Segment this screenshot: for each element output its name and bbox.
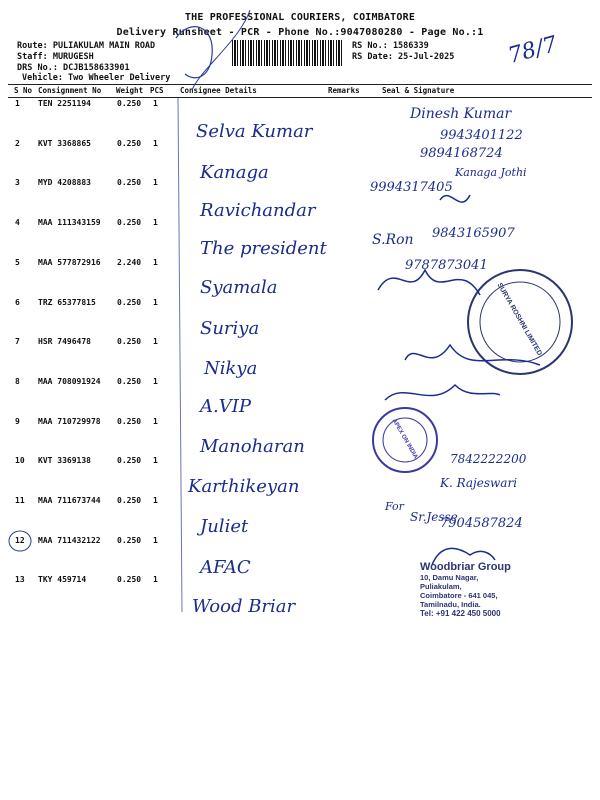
row-sno: 4 xyxy=(15,218,20,227)
row-pcs: 1 xyxy=(153,536,158,545)
row-sno: 9 xyxy=(15,417,20,426)
hw-sig-sron: S.Ron xyxy=(372,232,414,248)
row12-circle-mark xyxy=(9,531,31,551)
row-weight: 2.240 xyxy=(117,258,142,267)
hw-name-10: Karthikeyan xyxy=(188,476,300,497)
hw-name-8: A.VIP xyxy=(200,396,251,417)
row-consignment: KVT 3369138 xyxy=(38,456,91,465)
header-scribble-2 xyxy=(192,10,250,90)
col-weight: Weight xyxy=(116,86,144,95)
woodbriar-line-5: Tamilnadu, India. xyxy=(420,600,481,609)
hw-phone-2: 9894168724 xyxy=(420,146,503,161)
company-title: THE PROFESSIONAL COURIERS, COIMBATORE xyxy=(184,12,416,23)
row-consignment: MAA 711673744 xyxy=(38,496,101,505)
hw-sig-rajeswari: K. Rajeswari xyxy=(440,476,518,490)
row-consignment: HSR 7496478 xyxy=(38,337,91,346)
row-consignment: MAA 711432122 xyxy=(38,536,101,545)
hw-name-5: Syamala xyxy=(200,277,278,298)
row-sno: 11 xyxy=(15,496,25,505)
round-stamp-text: SURYA ROSHNI LIMITED xyxy=(495,282,543,357)
row-sno: 6 xyxy=(15,298,20,307)
row-weight: 0.250 xyxy=(117,417,142,426)
row-consignment: MAA 710729978 xyxy=(38,417,101,426)
hw-name-7: Nikya xyxy=(204,358,258,379)
rs-number: RS No.: 1586339 xyxy=(352,41,429,51)
hw-sig-dinesh: Dinesh Kumar xyxy=(410,106,512,122)
col-consignment: Consignment No xyxy=(38,86,102,95)
hw-phone-4: 9843165907 xyxy=(432,226,515,241)
row-pcs: 1 xyxy=(153,337,158,346)
staff-info: Staff: MURUGESH xyxy=(17,52,94,62)
woodbriar-stamp xyxy=(420,561,511,618)
row-weight: 0.250 xyxy=(117,139,142,148)
vehicle-info: Vehicle: Two Wheeler Delivery xyxy=(22,73,171,83)
hw-name-12: AFAC xyxy=(200,557,251,578)
route-info: Route: PULIAKULAM MAIN ROAD xyxy=(17,41,156,51)
hw-name-6: Suriya xyxy=(200,318,260,339)
row-sno: 10 xyxy=(15,456,25,465)
row-consignment: MAA 577872916 xyxy=(38,258,101,267)
row-weight: 0.250 xyxy=(117,298,142,307)
hw-phone-7: 7904587824 xyxy=(440,516,523,531)
row-sno: 1 xyxy=(15,99,20,108)
row-pcs: 1 xyxy=(153,258,158,267)
hw-phone-5: 9787873041 xyxy=(405,258,488,273)
hw-name-13: Wood Briar xyxy=(192,596,296,617)
row-pcs: 1 xyxy=(153,575,158,584)
hw-sig-jesse: Sr.Jesse xyxy=(410,510,458,524)
row-weight: 0.250 xyxy=(117,99,142,108)
woodbriar-line-1: Woodbriar Group xyxy=(420,561,511,573)
woodbriar-line-3: Puliakulam, xyxy=(420,582,462,591)
woodbriar-line-6: Tel: +91 422 450 5000 xyxy=(420,609,501,618)
rs-date: RS Date: 25-Jul-2025 xyxy=(352,52,455,62)
row-consignment: TEN 2251194 xyxy=(38,99,91,108)
row-pcs: 1 xyxy=(153,377,158,386)
hw-name-2: Kanaga xyxy=(200,162,269,183)
row-sno: 12 xyxy=(15,536,25,545)
row-weight: 0.250 xyxy=(117,218,142,227)
scribble-signature-5 xyxy=(440,195,470,202)
row-pcs: 1 xyxy=(153,99,158,108)
row-pcs: 1 xyxy=(153,417,158,426)
row-weight: 0.250 xyxy=(117,377,142,386)
row-sno: 3 xyxy=(15,178,20,187)
row-pcs: 1 xyxy=(153,139,158,148)
col-seal: Seal & Signature xyxy=(382,86,455,95)
row-weight: 0.250 xyxy=(117,456,142,465)
hw-phone-3: 9994317405 xyxy=(370,180,453,195)
hw-name-11: Juliet xyxy=(200,516,249,537)
row-consignment: MAA 111343159 xyxy=(38,218,101,227)
row-pcs: 1 xyxy=(153,298,158,307)
runsheet-subtitle: Delivery Runsheet - PCR - Phone No.:9047080280 - Page No.:1 xyxy=(116,27,484,38)
hw-name-3: Ravichandar xyxy=(200,200,316,221)
row-weight: 0.250 xyxy=(117,575,142,584)
hw-name-1: Selva Kumar xyxy=(196,121,313,142)
round-stamp-2-text: APEX ON INDIA xyxy=(390,418,419,460)
row-consignment: KVT 3368865 xyxy=(38,139,91,148)
row-pcs: 1 xyxy=(153,456,158,465)
woodbriar-line-4: Coimbatore - 641 045, xyxy=(420,591,498,600)
row-pcs: 1 xyxy=(153,178,158,187)
row-sno: 2 xyxy=(15,139,20,148)
row-sno: 7 xyxy=(15,337,20,346)
drs-info: DRS No.: DCJB158633901 xyxy=(17,63,130,73)
hw-sig-kanaga: Kanaga Jothi xyxy=(455,166,527,179)
col-consignee: Consignee Details xyxy=(180,86,257,95)
consignee-column-rule xyxy=(178,98,182,612)
row-weight: 0.250 xyxy=(117,178,142,187)
row-sno: 13 xyxy=(15,575,25,584)
woodbriar-line-2: 10, Damu Nagar, xyxy=(420,573,479,582)
row-weight: 0.250 xyxy=(117,496,142,505)
row-consignment: TRZ 65377815 xyxy=(38,298,96,307)
scribble-signature-1 xyxy=(378,270,480,295)
corner-note: 78/7 xyxy=(505,32,560,69)
row-sno: 5 xyxy=(15,258,20,267)
hw-name-4: The president xyxy=(200,238,327,259)
col-sno: S No xyxy=(14,86,33,95)
row-consignment: MAA 708091924 xyxy=(38,377,101,386)
row-weight: 0.250 xyxy=(117,536,142,545)
col-remarks: Remarks xyxy=(328,86,360,95)
row-consignment: TKY 459714 xyxy=(38,575,87,584)
row-pcs: 1 xyxy=(153,496,158,505)
row-consignment: MYD 4208883 xyxy=(38,178,91,187)
scribble-signature-3 xyxy=(385,385,500,400)
hw-phone-1: 9943401122 xyxy=(440,128,523,143)
row-pcs: 1 xyxy=(153,218,158,227)
hw-name-9: Manoharan xyxy=(200,436,305,457)
hw-phone-6: 7842222200 xyxy=(450,452,527,466)
row-sno: 8 xyxy=(15,377,20,386)
row-weight: 0.250 xyxy=(117,337,142,346)
col-pcs: PCS xyxy=(150,86,164,95)
header-scribble xyxy=(176,27,212,78)
hw-for-label: For xyxy=(385,500,404,513)
